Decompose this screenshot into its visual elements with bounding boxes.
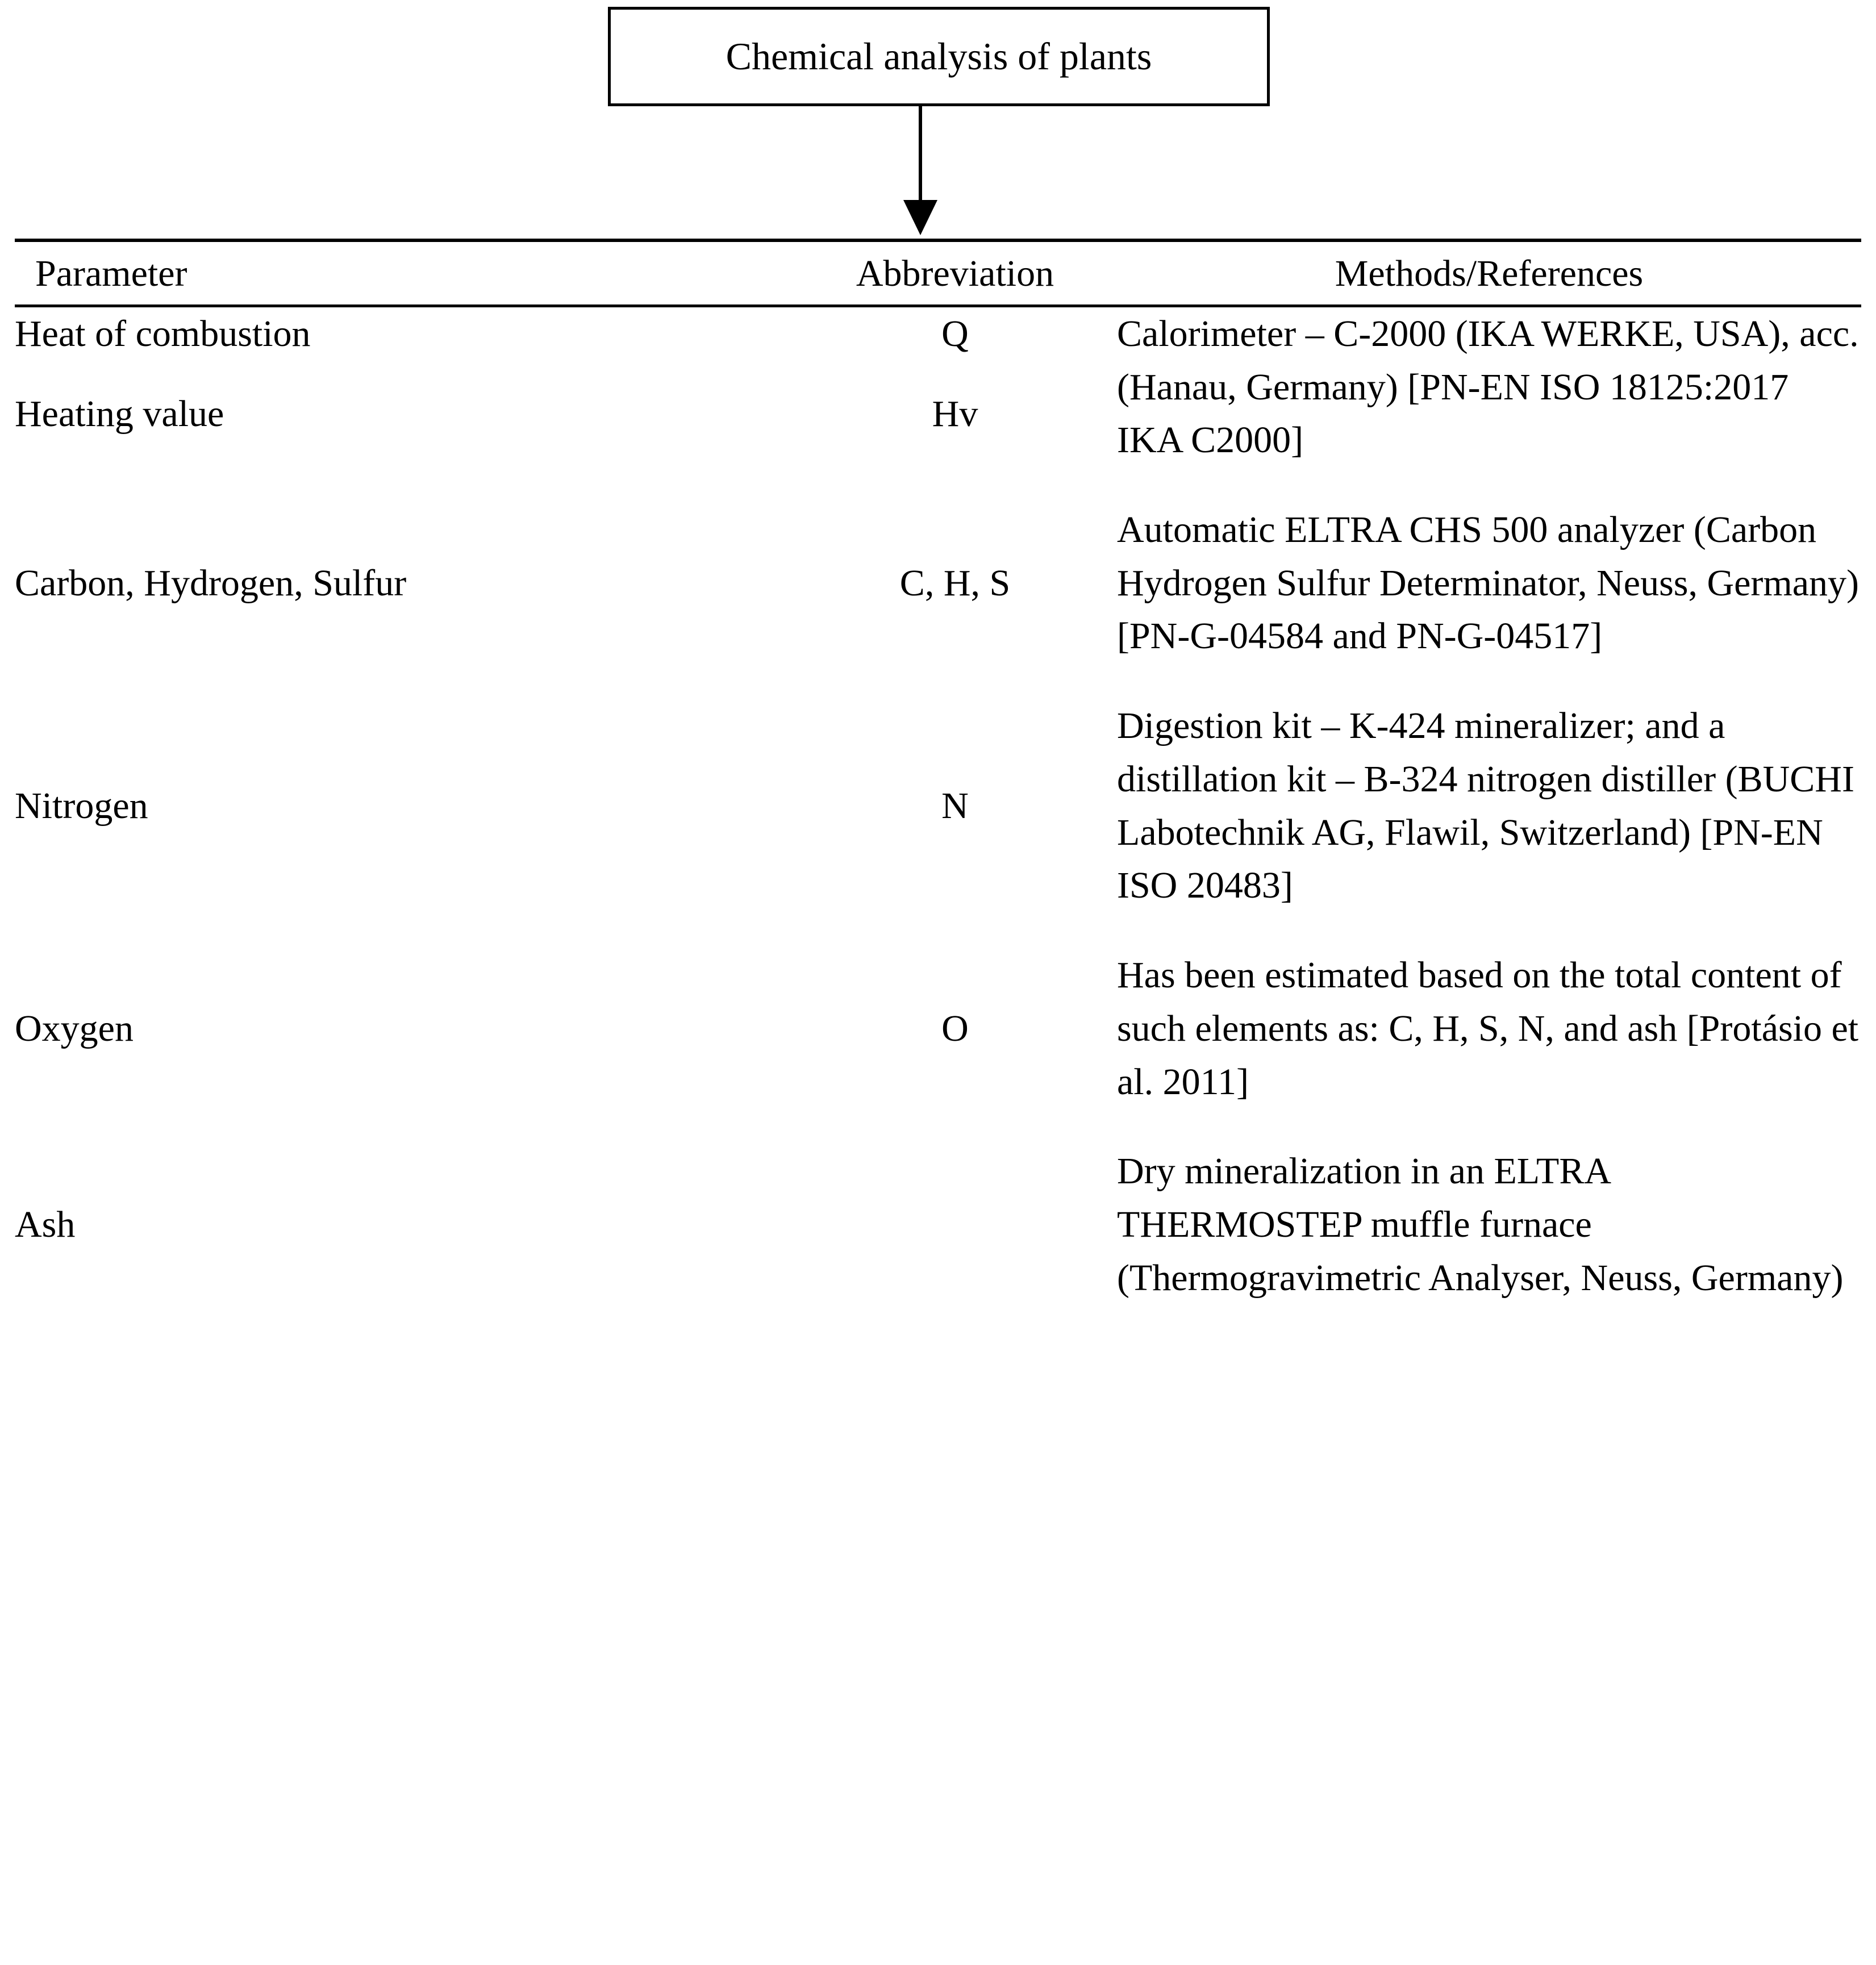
table-row <box>15 1145 1861 1304</box>
chemical-analysis-title-box <box>608 7 1270 106</box>
title-box-label: Chemical analysis of plants <box>726 35 1152 78</box>
table-row <box>15 949 1861 1108</box>
cell-method: Digestion kit – K-424 mineralizer; and a distillation kit – B-324 nitrogen distiller (BUCHI Labotechnik AG, Flawil, Switzerland) [PN-EN ISO 20483] <box>1117 705 1854 907</box>
table-row <box>15 503 1861 663</box>
down-arrow-icon-shaft <box>919 106 922 206</box>
cell-parameter: Carbon, Hydrogen, Sulfur <box>15 562 407 604</box>
cell-parameter: Heat of combustion <box>15 312 311 354</box>
cell-abbreviation: Hv <box>932 393 978 435</box>
column-header-methods: Methods/References <box>1117 240 1861 306</box>
column-header-parameter: Parameter <box>15 240 793 306</box>
row-spacer <box>15 663 1861 699</box>
cell-abbreviation: Q <box>941 312 969 354</box>
cell-abbreviation: C, H, S <box>899 562 1011 604</box>
table-row <box>15 306 1861 387</box>
cell-method: Calorimeter – C-2000 (IKA WERKE, USA), acc. (Hanau, Germany) [PN-EN ISO 18125:2017 IKA C2000] <box>1117 312 1859 461</box>
cell-parameter: Heating value <box>15 393 224 435</box>
column-header-abbreviation: Abbreviation <box>793 240 1117 306</box>
row-spacer <box>15 467 1861 503</box>
cell-abbreviation: O <box>941 1007 969 1049</box>
methods-table-container <box>15 239 1861 1304</box>
row-spacer <box>15 912 1861 949</box>
cell-parameter: Ash <box>15 1203 76 1245</box>
row-spacer <box>15 1108 1861 1145</box>
cell-parameter: Oxygen <box>15 1007 134 1049</box>
table-header-row <box>15 240 1861 306</box>
cell-method: Has been estimated based on the total content of such elements as: C, H, S, N, and ash [Protásio et al. 2011] <box>1117 954 1859 1103</box>
flow-diagram <box>0 0 1876 239</box>
methods-table <box>15 239 1861 1304</box>
cell-abbreviation: N <box>941 785 969 827</box>
table-row <box>15 699 1861 912</box>
cell-abbreviation <box>793 1145 1117 1304</box>
cell-method: Automatic ELTRA CHS 500 analyzer (Carbon Hydrogen Sulfur Determinator, Neuss, Germany) [PN-G-04584 and PN-G-04517] <box>1117 509 1860 657</box>
down-arrow-icon-head <box>903 200 937 235</box>
cell-method: Dry mineralization in an ELTRA THERMOSTEP muffle furnace (Thermogravimetric Analyser, Neuss, Germany) <box>1117 1150 1844 1299</box>
cell-parameter: Nitrogen <box>15 785 148 827</box>
